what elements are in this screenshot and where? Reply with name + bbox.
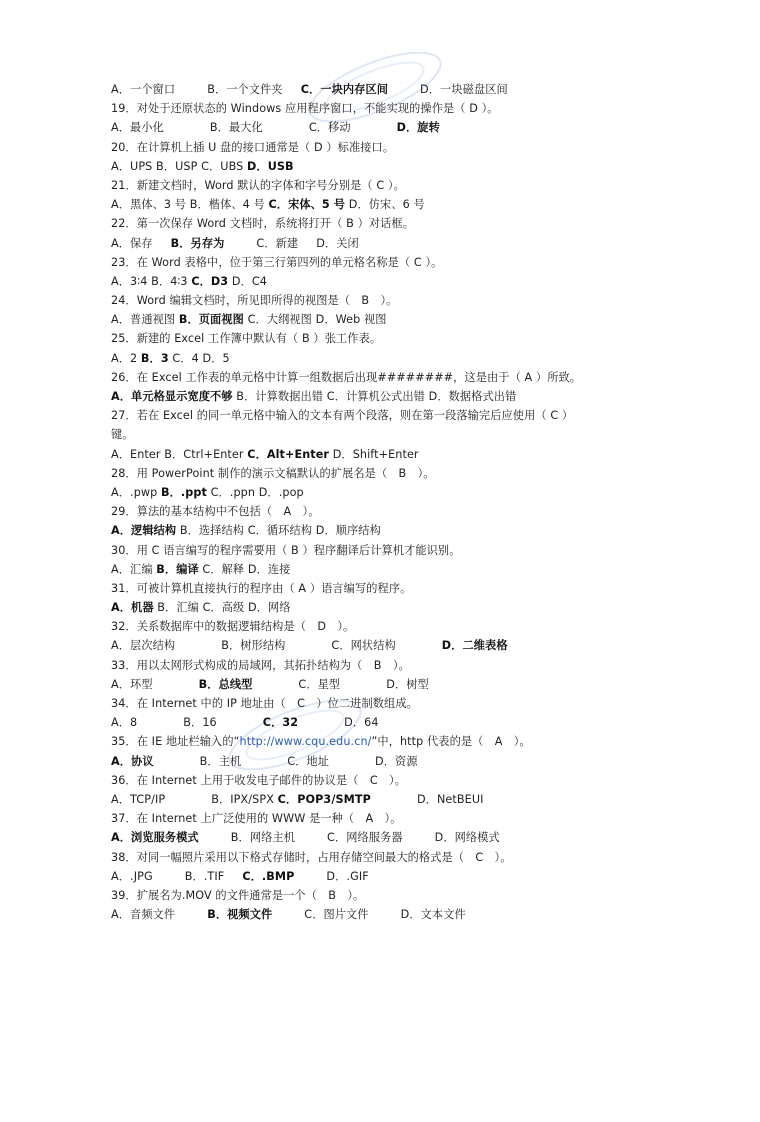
text-line — [111, 579, 631, 598]
line-text: B．最大化 — [209, 121, 263, 135]
text-line — [111, 291, 631, 310]
line-text: 键。 — [111, 428, 134, 442]
text-line — [111, 310, 631, 329]
answer-text: B．页面视图 — [178, 313, 244, 327]
line-text: C．网状结构 — [331, 639, 396, 653]
answer-text: B．另存为 — [170, 236, 225, 250]
text-line — [111, 80, 631, 99]
line-text: A．Enter B．Ctrl+Enter — [111, 447, 248, 461]
line-text: A．普通视图 — [111, 313, 179, 327]
line-text: ”中，http 代表的是（ A ）。 — [371, 735, 531, 749]
text-line — [111, 272, 631, 291]
answer-text: C．Alt+Enter — [247, 447, 330, 461]
line-text: D．Shift+Enter — [329, 447, 419, 461]
text-line — [111, 636, 631, 655]
line-text: B．16 — [183, 716, 217, 730]
line-text: A．TCP/IP — [111, 792, 166, 806]
line-text: C．解释 D．连接 — [198, 562, 291, 576]
text-line — [111, 694, 631, 713]
line-text: C．地址 — [287, 754, 330, 768]
line-text: 30．用 C 语言编写的程序需要用（ B ）程序翻译后计算机才能识别。 — [111, 543, 461, 557]
text-line — [111, 464, 631, 483]
line-text: D．关闭 — [316, 236, 359, 250]
line-text: 20．在计算机上插 U 盘的接口通常是（ D ）标准接口。 — [111, 140, 395, 154]
text-line — [111, 905, 631, 924]
line-text: 33．用以太网形式构成的局域网，其拓扑结构为（ B ）。 — [111, 658, 410, 672]
text-line — [111, 483, 631, 502]
text-line — [111, 828, 631, 847]
text-line — [111, 329, 631, 348]
answer-text: A．逻辑结构 — [111, 524, 177, 538]
line-text: B．.TIF — [184, 869, 225, 883]
text-line — [111, 713, 631, 732]
line-text: D．NetBEUI — [416, 792, 484, 806]
answer-text: C．POP3/SMTP — [277, 792, 371, 806]
text-line — [111, 387, 631, 406]
text-line — [111, 195, 631, 214]
line-text: A．UPS B．USP C．UBS — [111, 159, 248, 173]
line-text: 31．可被计算机直接执行的程序由（ A ）语言编写的程序。 — [111, 581, 412, 595]
text-line — [111, 425, 631, 444]
line-text: A．音频文件 — [111, 908, 176, 922]
line-text: B．汇编 C．高级 D．网络 — [153, 601, 291, 615]
answer-text: B．视频文件 — [207, 908, 273, 922]
answer-text: A．机器 — [111, 601, 154, 615]
line-text: D．网络模式 — [434, 831, 500, 845]
text-line — [111, 349, 631, 368]
text-line — [111, 560, 631, 579]
text-line — [111, 732, 631, 751]
line-text: A．环型 — [111, 677, 153, 691]
line-text: C．4 D．5 — [168, 351, 230, 365]
line-text: C．图片文件 — [304, 908, 369, 922]
line-text: 25．新建的 Excel 工作簿中默认有（ B ）张工作表。 — [111, 332, 382, 346]
text-line — [111, 598, 631, 617]
answer-text: C．.BMP — [242, 869, 295, 883]
text-line — [111, 656, 631, 675]
line-text: C．星型 — [298, 677, 341, 691]
answer-text: B．.ppt — [161, 485, 207, 499]
text-line — [111, 214, 631, 233]
line-text: D．文本文件 — [400, 908, 466, 922]
line-text: B．选择结构 C．循环结构 D．顺序结构 — [176, 524, 381, 538]
answer-text: C．D3 — [191, 274, 229, 288]
text-line — [111, 157, 631, 176]
line-text: 24．Word 编辑文档时，所见即所得的视图是（ B ）。 — [111, 294, 398, 308]
answer-text: A．浏览服务模式 — [111, 831, 199, 845]
line-text: B．树形结构 — [221, 639, 286, 653]
text-line — [111, 790, 631, 809]
line-text: C．移动 — [308, 121, 351, 135]
answer-text: C．一块内存区间 — [300, 83, 389, 96]
answer-text: B．3 — [140, 351, 169, 365]
line-text: A．最小化 — [111, 121, 164, 135]
line-text: 22．第一次保存 Word 文档时，系统将打开（ B ）对话框。 — [111, 217, 415, 231]
answer-text: C．宋体、5 号 — [268, 198, 346, 212]
line-text: A．3∶4 B．4∶3 — [111, 274, 192, 288]
line-text: 35．在 IE 地址栏输入的“ — [111, 735, 240, 749]
line-text: 21．新建文档时，Word 默认的字体和字号分别是（ C ）。 — [111, 178, 405, 192]
text-line — [111, 886, 631, 905]
text-line — [111, 253, 631, 272]
answer-text: D．二维表格 — [441, 639, 508, 653]
line-text: A．保存 — [111, 236, 153, 250]
line-text: C．大纲视图 D．Web 视图 — [243, 313, 387, 327]
line-text: D．仿宋、6 号 — [345, 198, 425, 212]
text-line — [111, 675, 631, 694]
line-text: 19．对处于还原状态的 Windows 应用程序窗口，不能实现的操作是（ D ）。 — [111, 102, 499, 116]
text-line — [111, 138, 631, 157]
line-text: D．一块磁盘区间 — [420, 83, 508, 96]
text-line — [111, 368, 631, 387]
line-text: C．新建 — [256, 236, 299, 250]
line-text: B．主机 — [199, 754, 242, 768]
answer-text: B．编译 — [156, 562, 199, 576]
text-line — [111, 406, 631, 425]
text-line — [111, 176, 631, 195]
line-text: D．C4 — [228, 274, 267, 288]
line-text: 39．扩展名为.MOV 的文件通常是一个（ B ）。 — [111, 888, 365, 902]
line-text: B．计算数据出错 C．计算机公式出错 D．数据格式出错 — [232, 390, 517, 403]
line-text: 26．在 Excel 工作表的单元格中计算一组数据后出现########，这是由于（ A ）所致。 — [111, 370, 582, 384]
url-text: http://www.cqu.edu.cn/ — [239, 735, 372, 749]
text-line — [111, 541, 631, 560]
line-text: 29．算法的基本结构中不包括（ A ）。 — [111, 505, 320, 519]
line-text: 34．在 Internet 中的 IP 地址由（ C ）位二进制数组成。 — [111, 697, 418, 710]
line-text: A．8 — [111, 716, 138, 730]
line-text: 36．在 Internet 上用于收发电子邮件的协议是（ C ）。 — [111, 773, 407, 787]
line-text: 38．对同一幅照片采用以下格式存储时，占用存储空间最大的格式是（ C ）。 — [111, 850, 512, 864]
text-line — [111, 445, 631, 464]
text-line — [111, 752, 631, 771]
line-text: A．.JPG — [111, 869, 153, 883]
question-list — [111, 80, 631, 924]
line-text: A．.pwp — [111, 485, 162, 499]
answer-text: C．32 — [262, 716, 299, 730]
line-text: 27．若在 Excel 的同一单元格中输入的文本有两个段落，则在第一段落输完后应使用（ C ） — [111, 409, 574, 423]
line-text: A．黑体、3 号 B．楷体、4 号 — [111, 198, 269, 212]
text-line — [111, 617, 631, 636]
line-text: D．64 — [344, 716, 379, 730]
line-text: B．网络主机 — [230, 831, 295, 845]
text-line — [111, 521, 631, 540]
line-text: A．汇编 — [111, 562, 157, 576]
line-text: A．层次结构 — [111, 639, 176, 653]
line-text: D．资源 — [375, 754, 418, 768]
text-line — [111, 867, 631, 886]
answer-text: D．USB — [247, 159, 294, 173]
line-text: 23．在 Word 表格中，位于第三行第四列的单元格名称是（ C ）。 — [111, 255, 443, 269]
line-text: A．2 — [111, 351, 141, 365]
text-line — [111, 771, 631, 790]
line-text: C．网络服务器 — [327, 831, 403, 845]
text-line — [111, 118, 631, 137]
line-text: 37．在 Internet 上广泛使用的 WWW 是一种（ A ）。 — [111, 812, 402, 826]
line-text: 28．用 PowerPoint 制作的演示文稿默认的扩展名是（ B ）。 — [111, 466, 435, 480]
text-line — [111, 809, 631, 828]
line-text: D．树型 — [386, 677, 429, 691]
answer-text: D．旋转 — [396, 121, 440, 135]
line-text: B．IPX/SPX — [211, 792, 278, 806]
text-line — [111, 234, 631, 253]
answer-text: A．单元格显示宽度不够 — [111, 390, 233, 403]
answer-text: A．协议 — [111, 754, 154, 768]
line-text: 32．关系数据库中的数据逻辑结构是（ D ）。 — [111, 620, 355, 634]
line-text: C．.ppn D．.pop — [206, 485, 304, 499]
line-text: B．一个文件夹 — [207, 83, 283, 96]
text-line — [111, 848, 631, 867]
answer-text: B．总线型 — [198, 677, 253, 691]
line-text: D．.GIF — [326, 869, 369, 883]
line-text: A．一个窗口 — [111, 83, 176, 96]
text-line — [111, 99, 631, 118]
text-line — [111, 502, 631, 521]
